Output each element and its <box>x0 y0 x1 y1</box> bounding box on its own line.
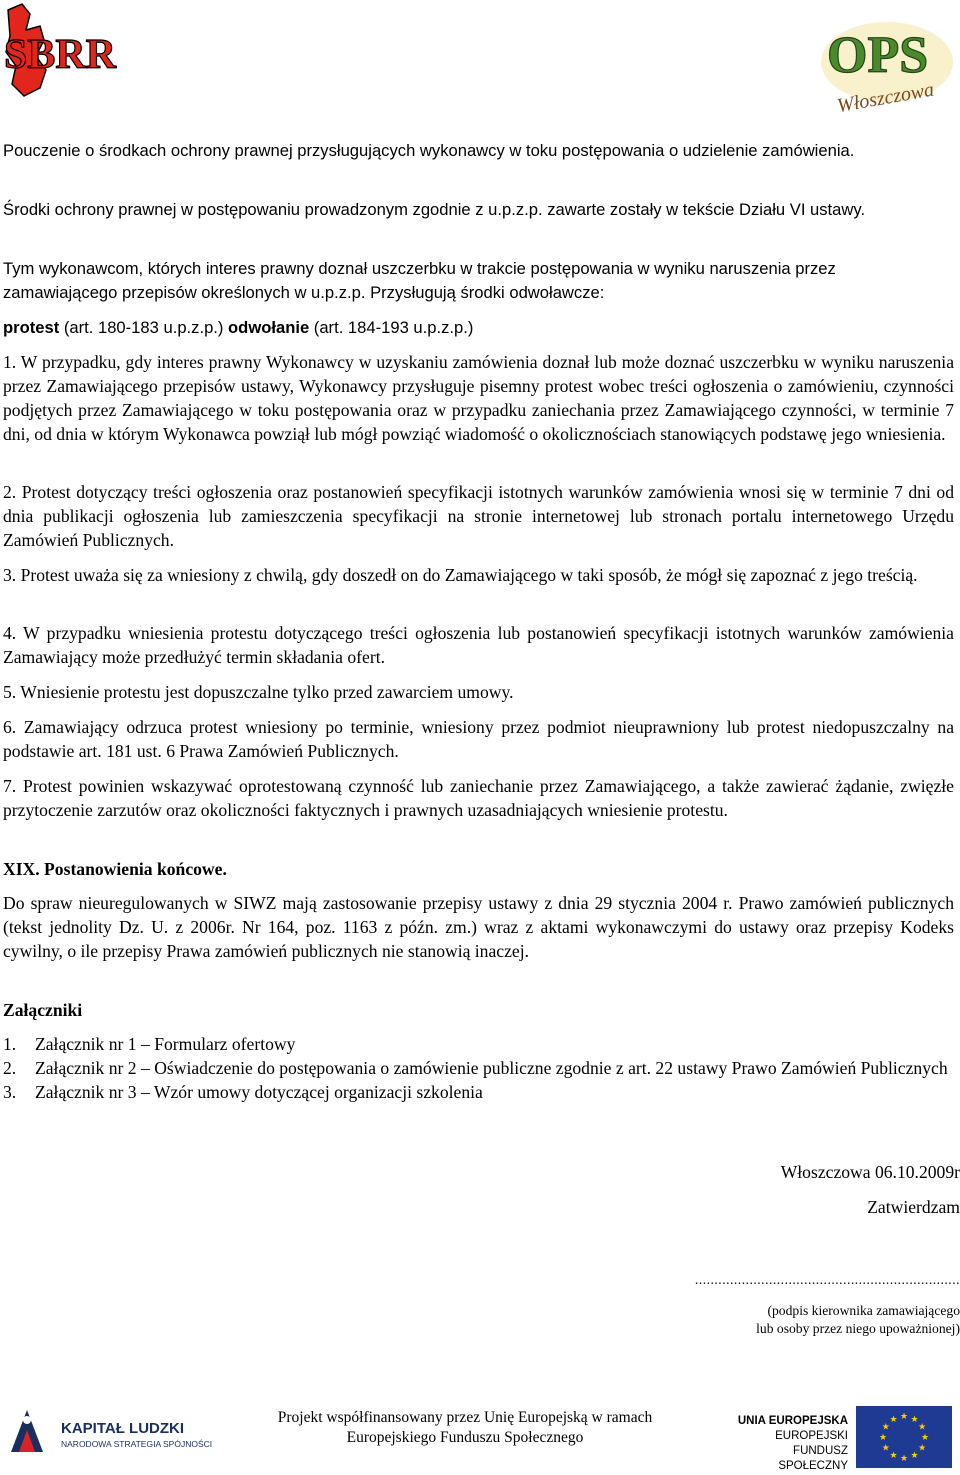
protest-item-6: 6. Zamawiający odrzuca protest wniesiony po terminie, wniesiony przez podmiot nieuprawniony lub protest niedopuszczalny na podstawie art. 181 ust. 6 Prawa Zamówień Publicznych. <box>3 717 954 761</box>
protest-articles: (art. 180-183 u.p.z.p.) <box>59 318 229 337</box>
eu-flag-icon <box>856 1406 952 1468</box>
footer-funding-note <box>250 1408 680 1448</box>
attachment-item <box>3 1056 960 1080</box>
attachment-item <box>3 1080 960 1104</box>
eu-logo <box>728 1400 960 1470</box>
eu-star-icon: ★ <box>918 1421 927 1432</box>
kapital-ludzki-title: KAPITAŁ LUDZKI <box>61 1420 185 1437</box>
odwolanie-articles: (art. 184-193 u.p.z.p.) <box>309 318 474 337</box>
eu-star-icon: ★ <box>918 1442 927 1453</box>
section-body: Do spraw nieuregulowanych w SIWZ mają zastosowanie przepisy ustawy z dnia 29 stycznia 2004 r. Prawo zamówień publicznych (tekst jednolity Dz. U. z 2006r. Nr 164, poz. 1163 z późn. zm.) wraz z aktami wykonawczymi do ustawy oraz przepisy Kodeks cywilny, o ile przepisy Prawa zamówień publicznych nie stanowią inaczej. <box>3 893 954 961</box>
protest-item-4: 4. W przypadku wniesienia protestu dotyczącego treści ogłoszenia lub postanowień specyfikacji istotnych warunków zamówienia Zamawiający może przedłużyć termin składania ofert. <box>3 623 954 667</box>
intro-paragraph-3: Tym wykonawcom, których interes prawny doznał uszczerbku w trakcie postępowania w wyniku naruszenia przez zamawiającego przepisów określonych w u.p.z.p. Przysługują środki odwoławcze: <box>3 259 836 302</box>
odwolanie-label: odwołanie <box>228 318 310 337</box>
signature-caption-1: (podpis kierownika zamawiającego <box>767 1303 960 1318</box>
approval-label: Zatwierdzam <box>867 1197 960 1217</box>
eu-star-icon: ★ <box>881 1421 890 1432</box>
attachment-text: Załącznik nr 3 – Wzór umowy dotyczącej organizacji szkolenia <box>35 1082 483 1102</box>
protest-item-5: 5. Wniesienie protestu jest dopuszczalne tylko przed zawarciem umowy. <box>3 682 514 702</box>
attachment-number: 1. <box>3 1034 17 1054</box>
eu-star-icon: ★ <box>889 1450 898 1461</box>
intro-paragraph-2: Środki ochrony prawnej w postępowaniu prowadzonym zgodnie z u.p.z.p. zawarte zostały w tekście Działu VI ustawy. <box>3 200 866 219</box>
attachment-item <box>3 1032 960 1056</box>
kapital-ludzki-logo <box>5 1400 245 1470</box>
eu-line-3: FUNDUSZ SPOŁECZNY <box>778 1445 848 1472</box>
attachment-number: 3. <box>3 1082 17 1102</box>
footer-line-2: Europejskiego Funduszu Społecznego <box>346 1429 584 1446</box>
protest-item-3: 3. Protest uważa się za wniesiony z chwilą, gdy doszedł on do Zamawiającego w taki sposób, że mógł się zapoznać z jego treścią. <box>3 565 918 585</box>
attachment-number: 2. <box>3 1058 17 1078</box>
eu-star-icon: ★ <box>910 1450 919 1461</box>
eu-star-icon: ★ <box>920 1432 930 1442</box>
eu-star-icon: ★ <box>899 1453 909 1463</box>
eu-star-icon: ★ <box>878 1432 888 1442</box>
attachments-list <box>3 1032 960 1104</box>
svg-text:Włoszczowa: Włoszczowa <box>835 78 936 118</box>
attachment-text: Załącznik nr 1 – Formularz ofertowy <box>35 1034 296 1054</box>
eu-star-icon: ★ <box>910 1413 919 1424</box>
eu-line-1: UNIA EUROPEJSKA <box>737 1415 848 1427</box>
eu-line-2: EUROPEJSKI <box>775 1430 848 1442</box>
section-heading: XIX. Postanowienia końcowe. <box>3 859 227 879</box>
eu-star-icon: ★ <box>899 1411 909 1421</box>
sbrr-logo <box>0 0 140 100</box>
eu-star-icon: ★ <box>881 1442 890 1453</box>
ops-logo <box>815 10 960 120</box>
svg-text:OPS: OPS <box>827 27 929 84</box>
protest-label: protest <box>3 318 60 337</box>
signature-caption-2: lub osoby przez niego upoważnionej) <box>756 1321 960 1336</box>
kapital-ludzki-subtitle: NARODOWA STRATEGIA SPÓJNOŚCI <box>61 1439 213 1449</box>
intro-paragraph-4 <box>3 316 954 340</box>
protest-item-1: 1. W przypadku, gdy interes prawny Wykonawcy w uzyskaniu zamówienia doznał lub może doznać uszczerbku w wyniku naruszenia przez Zamawiającego przepisów ustawy, Wykonawcy przysługuje pisemny protest wobec treści ogłoszenia o zamówieniu, czynności podjętych przez Zamawiającego w toku postępowania oraz w przypadku zaniechania przez Zamawiającego czynności, w terminie 7 dni, od dnia w którym Wykonawca powziął lub mógł powziąć wiadomość o okolicznościach stanowiących podstawę jego wniesienia. <box>3 352 954 444</box>
svg-text:SBRR: SBRR <box>4 32 117 78</box>
attachments-heading: Załączniki <box>3 1000 83 1020</box>
footer-line-1: Projekt współfinansowany przez Unię Europejską w ramach <box>277 1409 653 1426</box>
signature-line: .................................................................... <box>694 1272 960 1287</box>
attachment-text: Załącznik nr 2 – Oświadczenie do postępowania o zamówienie publiczne zgodnie z art. 22 ustawy Prawo Zamówień Publicznych <box>35 1058 948 1078</box>
eu-star-icon: ★ <box>889 1413 898 1424</box>
protest-item-7: 7. Protest powinien wskazywać oprotestowaną czynność lub zaniechanie przez Zamawiającego, a także zawierać żądanie, zwięzłe przytoczenie zarzutów oraz okoliczności faktycznych i prawnych uzasadniających wniesienie protestu. <box>3 776 954 820</box>
protest-item-2: 2. Protest dotyczący treści ogłoszenia oraz postanowień specyfikacji istotnych warunków zamówienia wnosi się w terminie 7 dni od dnia publikacji ogłoszenia lub zamieszczenia specyfikacji na stronie internetowej lub stronach portalu internetowego Urzędu Zamówień Publicznych. <box>3 482 954 550</box>
place-date: Włoszczowa 06.10.2009r <box>780 1162 960 1182</box>
intro-paragraph-1: Pouczenie o środkach ochrony prawnej przysługujących wykonawcy w toku postępowania o udzielenie zamówienia. <box>3 141 855 160</box>
